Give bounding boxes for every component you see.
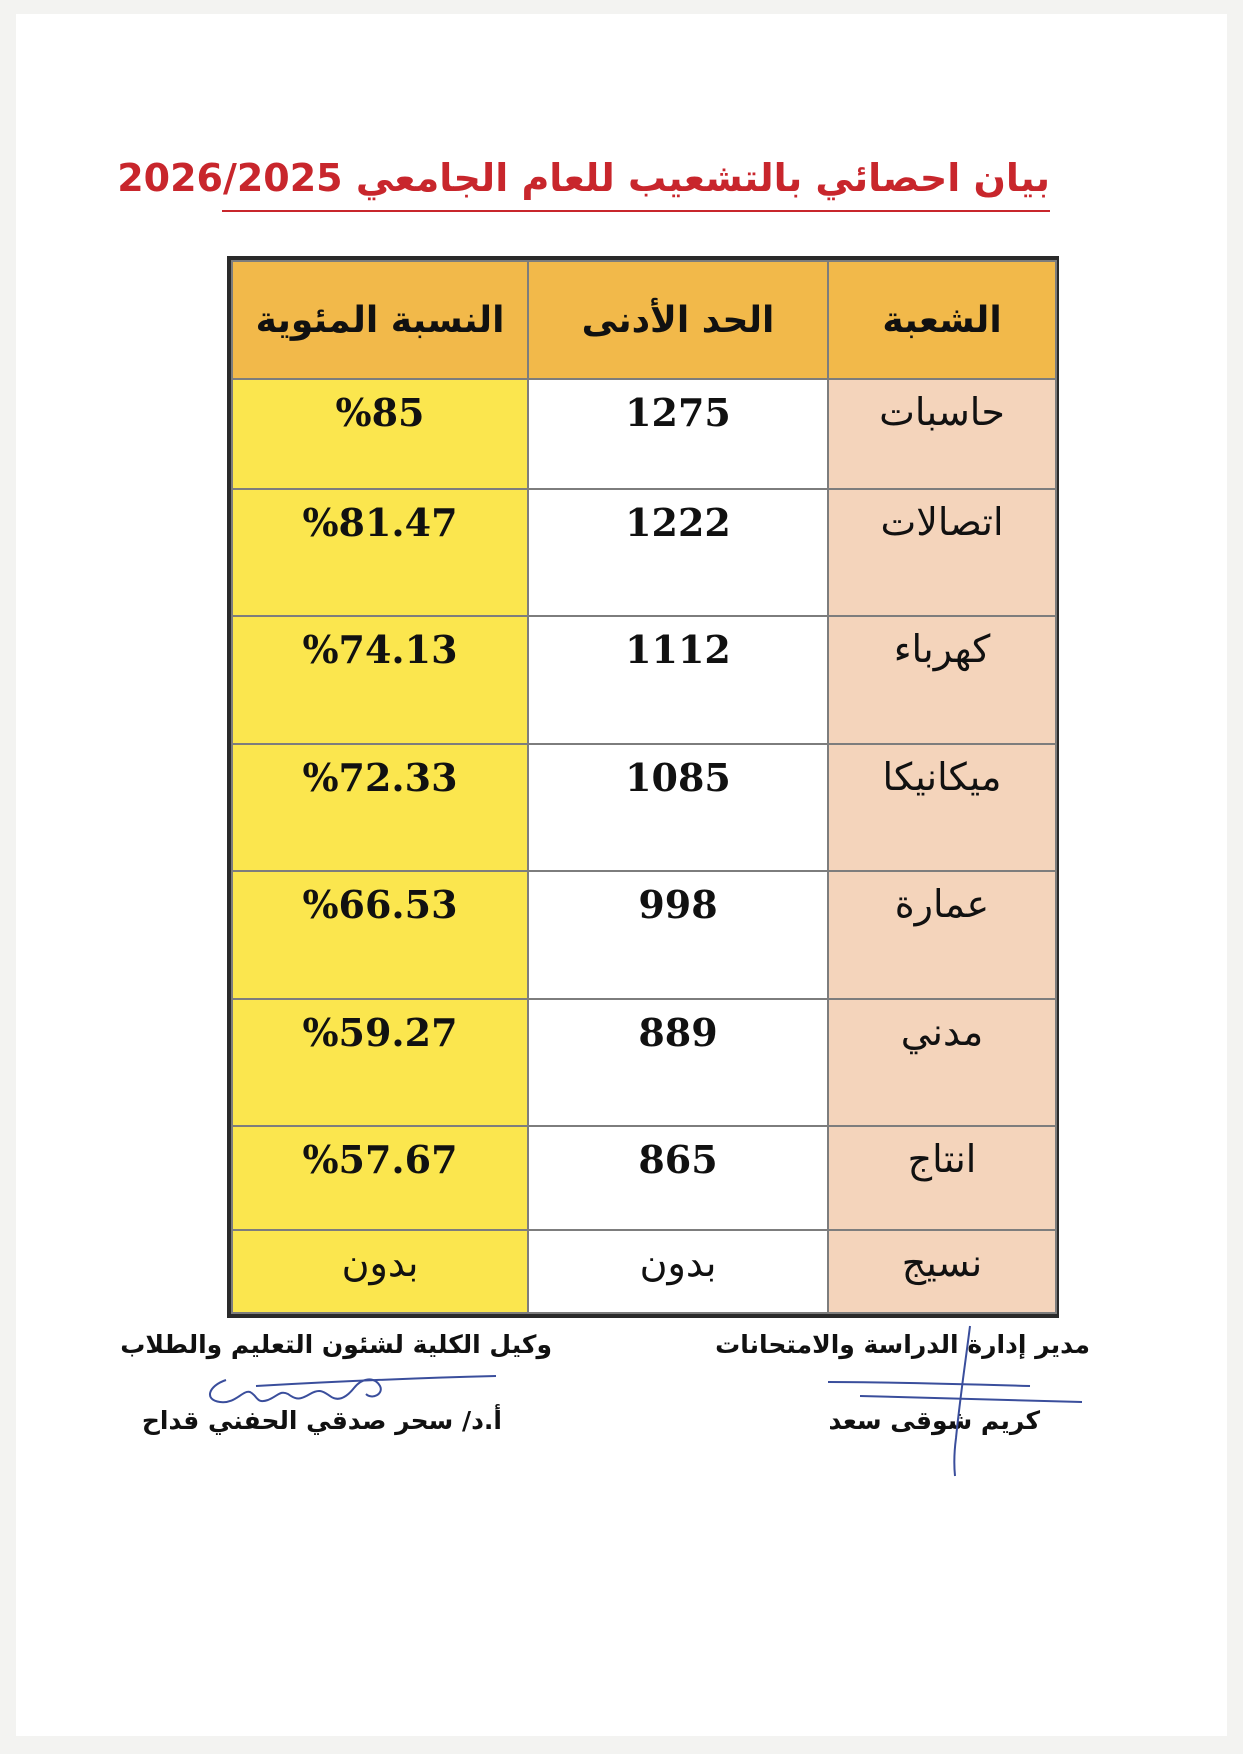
header-department: الشعبة bbox=[828, 261, 1056, 379]
cell-department: اتصالات bbox=[828, 489, 1056, 616]
table-row bbox=[232, 1126, 1056, 1229]
table-row bbox=[232, 489, 1056, 616]
cell-minimum: 1112 bbox=[528, 616, 828, 744]
signatory-title-vice-dean: وكيل الكلية لشئون التعليم والطلاب bbox=[120, 1330, 552, 1359]
cell-department: انتاج bbox=[828, 1126, 1056, 1229]
table-row bbox=[232, 744, 1056, 872]
table-header-row bbox=[232, 261, 1056, 379]
cell-percentage: %85 bbox=[232, 379, 528, 489]
cell-percentage: %59.27 bbox=[232, 999, 528, 1127]
cell-department: حاسبات bbox=[828, 379, 1056, 489]
signatory-name-vice-dean: أ.د/ سحر صدقي الحفني قداح bbox=[141, 1406, 502, 1435]
cell-percentage: %81.47 bbox=[232, 489, 528, 616]
cell-percentage: %72.33 bbox=[232, 744, 528, 872]
table-row bbox=[232, 999, 1056, 1127]
cell-department: مدني bbox=[828, 999, 1056, 1127]
cell-department: كهرباء bbox=[828, 616, 1056, 744]
signatory-title-studies-director: مدير إدارة الدراسة والامتحانات bbox=[715, 1330, 1090, 1359]
table-row bbox=[232, 871, 1056, 999]
cell-department: نسيج bbox=[828, 1230, 1056, 1313]
table-row bbox=[232, 1230, 1056, 1313]
statistics-table bbox=[231, 260, 1057, 1314]
document-title: بيان احصائي بالتشعيب للعام الجامعي 2026/2025 bbox=[117, 156, 1050, 200]
header-percentage: النسبة المئوية bbox=[232, 261, 528, 379]
table-row bbox=[232, 616, 1056, 744]
cell-department: عمارة bbox=[828, 871, 1056, 999]
cell-department: ميكانيكا bbox=[828, 744, 1056, 872]
cell-minimum: 1275 bbox=[528, 379, 828, 489]
cell-percentage: %57.67 bbox=[232, 1126, 528, 1229]
cell-percentage: %74.13 bbox=[232, 616, 528, 744]
handwritten-signature-left bbox=[196, 1360, 506, 1412]
cell-minimum: 889 bbox=[528, 999, 828, 1127]
cell-minimum: بدون bbox=[528, 1230, 828, 1313]
cell-minimum: 998 bbox=[528, 871, 828, 999]
title-underline bbox=[222, 210, 1050, 212]
signatory-name-studies-director: كريم شوقى سعد bbox=[828, 1406, 1040, 1435]
table-row bbox=[232, 379, 1056, 489]
handwritten-signature-right bbox=[820, 1318, 1090, 1478]
header-minimum: الحد الأدنى bbox=[528, 261, 828, 379]
cell-percentage: بدون bbox=[232, 1230, 528, 1313]
cell-minimum: 1222 bbox=[528, 489, 828, 616]
cell-minimum: 1085 bbox=[528, 744, 828, 872]
cell-percentage: %66.53 bbox=[232, 871, 528, 999]
cell-minimum: 865 bbox=[528, 1126, 828, 1229]
